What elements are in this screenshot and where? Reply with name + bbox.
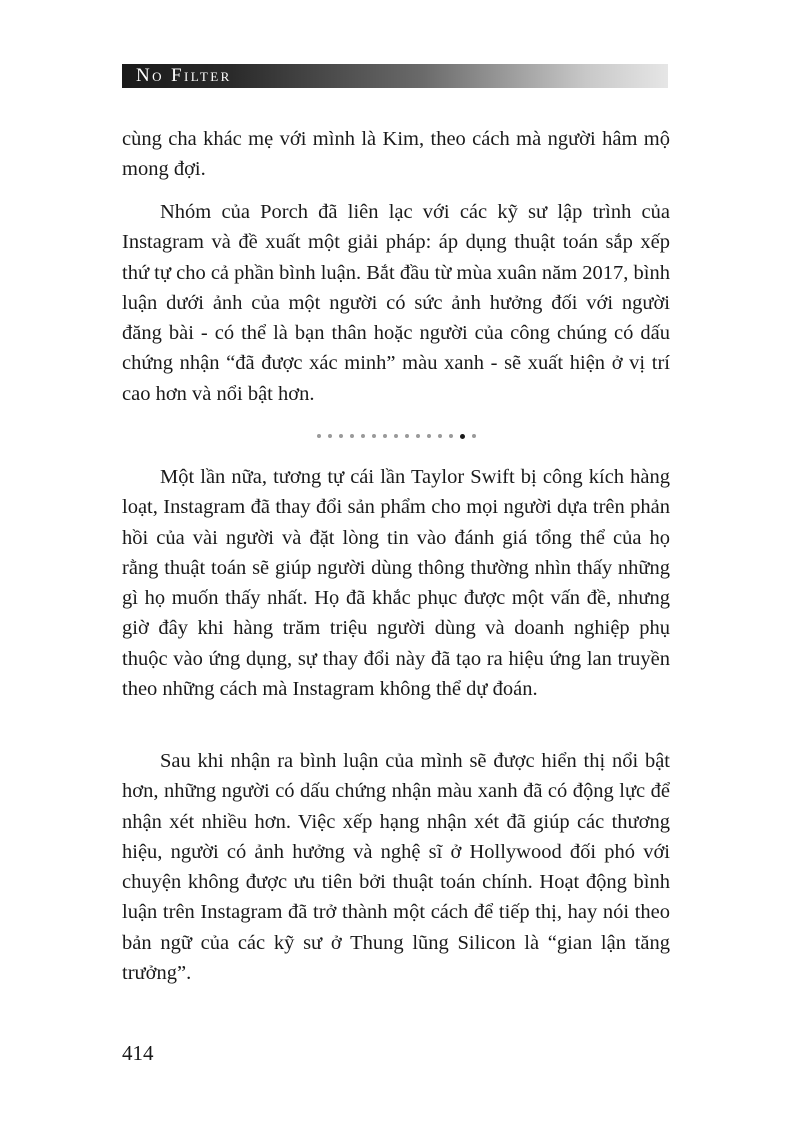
separator-dot xyxy=(427,434,431,438)
separator-dot xyxy=(472,434,476,438)
paragraph-comment-ranking: Sau khi nhận ra bình luận của mình sẽ được hiển thị nổi bật hơn, những người có dấu chứng nhận màu xanh đã có động lực để nhận xét nhiều hơn. Việc xếp hạng nhận xét đã giúp các thương hiệu, người có ảnh hưởng và nghệ sĩ ở Hollywood đối phó với chuyện không được ưu tiên bởi thuật toán chính. Hoạt động bình luận trên Instagram đã trở thành một cách để tiếp thị, hay nói theo bản ngữ của các kỹ sư ở Thung lũng Silicon là “gian lận tăng trưởng”. xyxy=(122,750,670,985)
separator-dot xyxy=(350,434,354,438)
separator-dot xyxy=(394,434,398,438)
separator-dot xyxy=(361,434,365,438)
separator-dot xyxy=(416,434,420,438)
separator-dot xyxy=(328,434,332,438)
separator-dot xyxy=(438,434,442,438)
paragraph-taylor-swift: Một lần nữa, tương tự cái lần Taylor Swift bị công kích hàng loạt, Instagram đã thay đổi sản phẩm cho mọi người dựa trên phản hồi của vài người và đặt lòng tin vào đánh giá tổng thể của họ rằng thuật toán sẽ giúp người dùng thông thường nhìn thấy những gì họ muốn thấy nhất. Họ đã khắc phục được một vấn đề, nhưng giờ đây khi hàng trăm triệu người dùng và doanh nghiệp phụ thuộc vào ứng dụng, sự thay đổi này đã tạo ra hiệu ứng lan truyền theo những cách mà Instagram không thể dự đoán. xyxy=(122,466,670,701)
separator-dot xyxy=(372,434,376,438)
running-header xyxy=(122,64,668,88)
separator-dot xyxy=(449,434,453,438)
book-title: No Filter xyxy=(136,65,232,86)
separator-dot xyxy=(339,434,343,438)
separator-dot xyxy=(317,434,321,438)
paragraph-porch-team: Nhóm của Porch đã liên lạc với các kỹ sư lập trình của Instagram và đề xuất một giải pháp: áp dụng thuật toán sắp xếp thứ tự cho cả phần bình luận. Bắt đầu từ mùa xuân năm 2017, bình luận dưới ảnh của một người có sức ảnh hưởng đối với người đăng bài - có thể là bạn thân hoặc người của công chúng có dấu chứng nhận “đã được xác minh” màu xanh - sẽ xuất hiện ở vị trí cao hơn và nổi bật hơn. xyxy=(122,201,671,405)
separator-dot xyxy=(383,434,387,438)
page-number: 414 xyxy=(122,1041,154,1065)
separator-dot xyxy=(405,434,409,438)
section-separator xyxy=(122,428,670,444)
separator-dot-highlight xyxy=(460,434,465,439)
paragraph-continuation: cùng cha khác mẹ với mình là Kim, theo cách mà người hâm mộ mong đợi. xyxy=(122,128,670,181)
